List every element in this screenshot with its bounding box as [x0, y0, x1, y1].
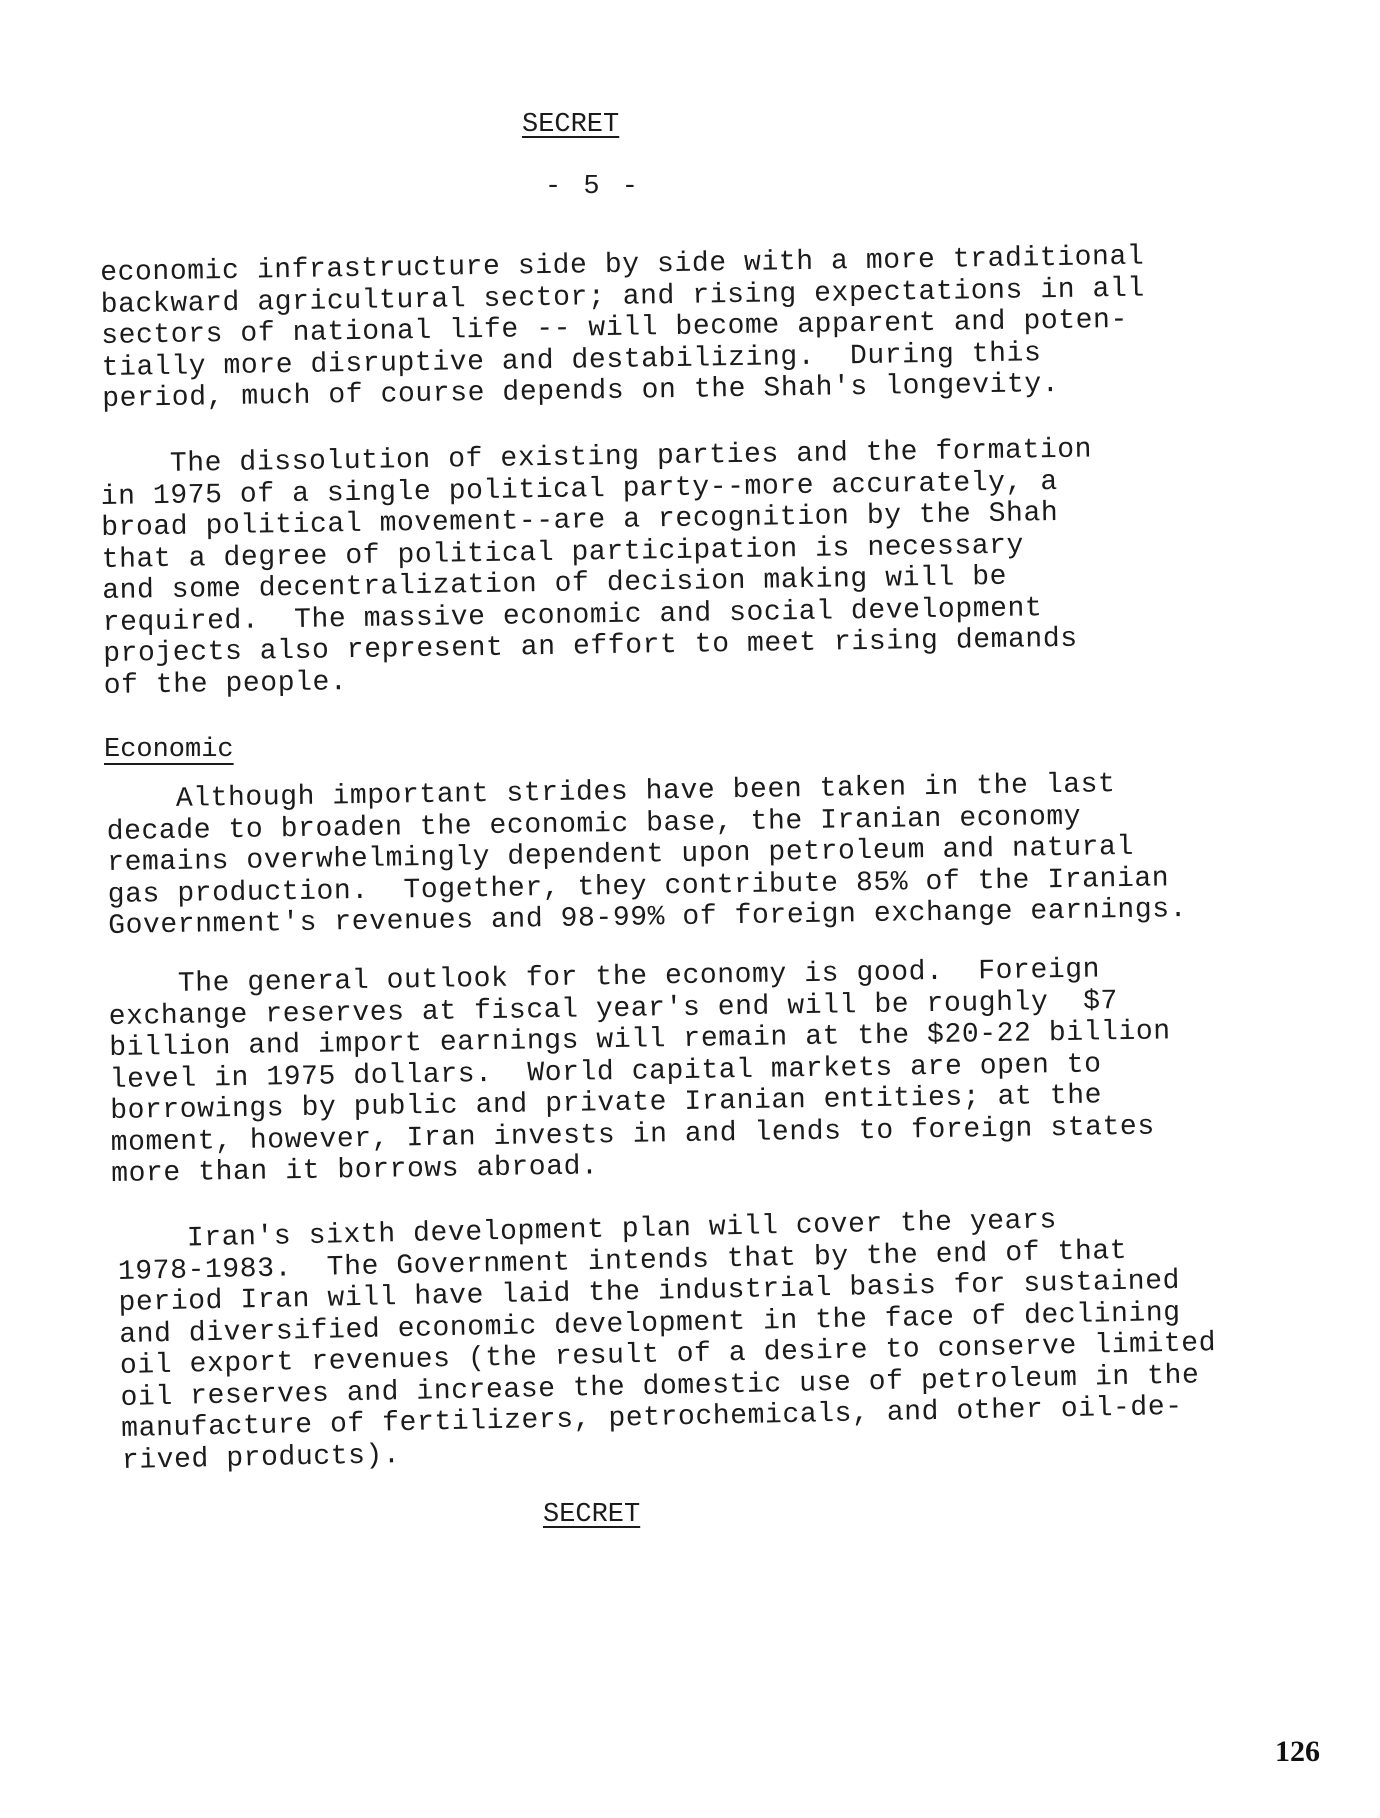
classification-header: SECRET	[522, 110, 620, 140]
paragraph-political-movement: The dissolution of existing parties and the formation in 1975 of a single political party--more accurately, a broad political movement--are a recognition by the Shah that a degree of political participation is necessary and some decentralization of decision making will be required. The massive economic and social development projects also represent an effort to meet rising demands of the people.	[100, 434, 1093, 702]
archive-page-number: 126	[1275, 1735, 1320, 1768]
classification-footer: SECRET	[543, 1500, 641, 1530]
paragraph-economic-outlook: The general outlook for the economy is good. Foreign exchange reserves at fiscal year's end will be roughly $7 billion and import earnings will remain at the $20-22 billion level in 1975 dollars. World capital markets are open to borrowings by public and private Iranian entities; at the moment, however, Iran invests in and lends to foreign states more than it borrows abroad.	[108, 954, 1171, 1190]
page-number: - 5 -	[545, 172, 642, 202]
paragraph-development-plan: Iran's sixth development plan will cover the years 1978-1983. The Government intends that by the end of that period Iran will have laid the industrial basis for sustained and diversified economic development in the face of declining oil export revenues (the result of a desire to conserve limited oil reserves and increase the domestic use of petroleum in the manufacture of fertilizers, petrochemicals, and other oil-de- rived products).	[117, 1205, 1217, 1477]
section-heading-economic: Economic	[104, 735, 234, 765]
paragraph-economic-base: Although important strides have been taken in the last decade to broaden the economic base, the Iranian economy remains overwhelmingly dependent upon petroleum and natural gas production. Together, they contribute 85% of the Iranian Government's revenues and 98-99% of foreign exchange earnings.	[106, 769, 1188, 942]
paragraph-continuation: economic infrastructure side by side with a more traditional backward agricultural sector; and rising expectations in all sectors of national life -- will become apparent and poten- tially more disruptive and destabilizing. During this period, much of course depends on the Shah's longevity.	[100, 241, 1146, 415]
